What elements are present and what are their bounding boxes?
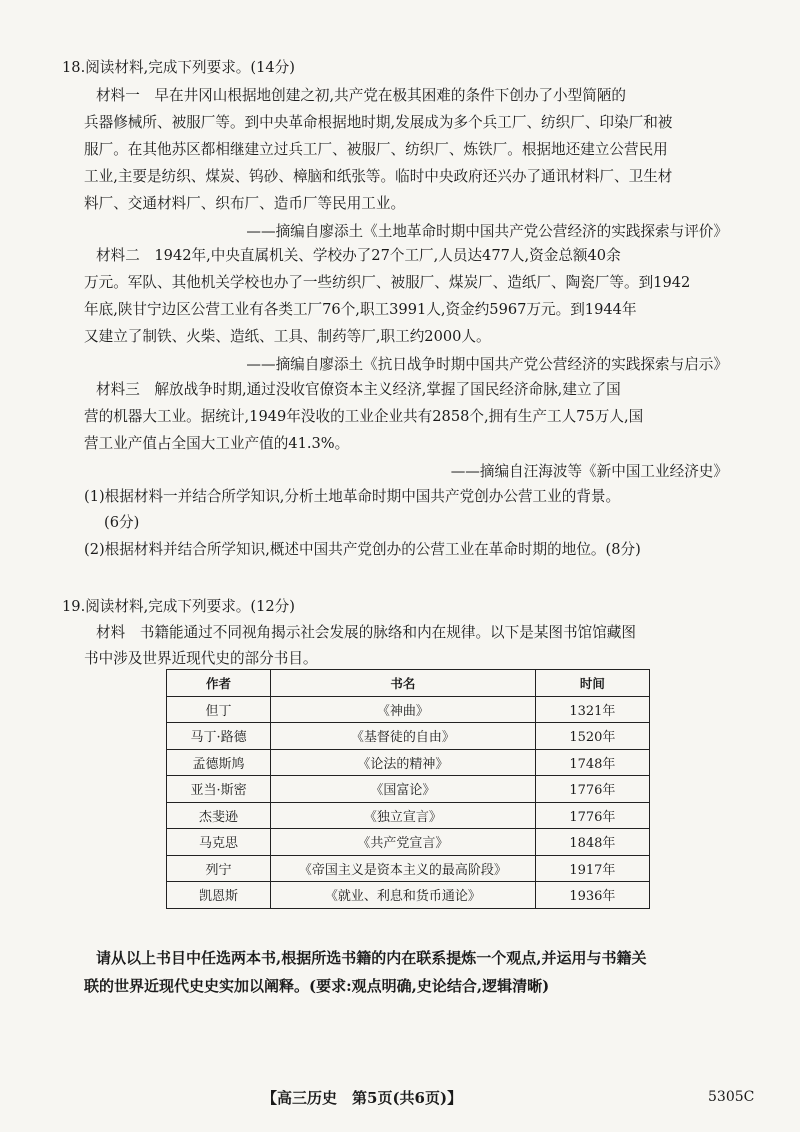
- table-header-row: [167, 670, 650, 697]
- cell-title: 《独立宣言》: [271, 802, 536, 829]
- cell-year: 1848年: [535, 829, 649, 856]
- cell-title: 《帝国主义是资本主义的最高阶段》: [271, 855, 536, 882]
- cell-year: 1917年: [535, 855, 649, 882]
- cell-year: 1321年: [535, 696, 649, 723]
- question-18-part-1-score: (6分): [104, 514, 140, 531]
- cell-title: 《基督徒的自由》: [271, 723, 536, 750]
- cell-author: 列宁: [167, 855, 271, 882]
- material-1-line: 材料一 早在井冈山根据地创建之初,共产党在极其困难的条件下创办了小型简陋的: [96, 87, 627, 104]
- cell-author: 但丁: [167, 696, 271, 723]
- cell-author: 马丁·路德: [167, 723, 271, 750]
- material-3-line: 材料三 解放战争时期,通过没收官僚资本主义经济,掌握了国民经济命脉,建立了国: [96, 381, 621, 398]
- cell-title: 《共产党宣言》: [271, 829, 536, 856]
- book-list-table: [166, 669, 650, 909]
- material-3-source: ——摘编自汪海波等《新中国工业经济史》: [450, 463, 728, 480]
- table-row: [167, 723, 650, 750]
- cell-year: 1520年: [535, 723, 649, 750]
- cell-author: 孟德斯鸠: [167, 749, 271, 776]
- header-author: 作者: [167, 670, 271, 697]
- table-row: [167, 829, 650, 856]
- material-2-source: ——摘编自廖添土《抗日战争时期中国共产党公营经济的实践探索与启示》: [246, 356, 728, 373]
- cell-year: 1748年: [535, 749, 649, 776]
- question-18-part-2: (2)根据材料并结合所学知识,概述中国共产党创办的公营工业在革命时期的地位。(8分): [84, 541, 641, 558]
- material-1-line: 服厂。在其他苏区都相继建立过兵工厂、被服厂、纺织厂、炼铁厂。根据地还建立公营民用: [84, 141, 668, 158]
- table-row: [167, 855, 650, 882]
- table-row: [167, 802, 650, 829]
- paper-code: 5305C: [708, 1089, 755, 1105]
- question-18-part-1: (1)根据材料一并结合所学知识,分析土地革命时期中国共产党创办公营工业的背景。: [84, 488, 621, 505]
- cell-title: 《国富论》: [271, 776, 536, 803]
- material-1-line: 兵器修械所、被服厂等。到中央革命根据地时期,发展成为多个兵工厂、纺织厂、印染厂和被: [84, 114, 673, 131]
- material-1-source: ——摘编自廖添土《土地革命时期中国共产党公营经济的实践探索与评价》: [246, 223, 728, 240]
- material-2-line: 万元。军队、其他机关学校也办了一些纺织厂、被服厂、煤炭厂、造纸厂、陶瓷厂等。到1942: [84, 274, 691, 291]
- header-year: 时间: [535, 670, 649, 697]
- cell-author: 杰斐逊: [167, 802, 271, 829]
- question-19-intro-line: 材料 书籍能通过不同视角揭示社会发展的脉络和内在规律。以下是某图书馆馆藏图: [96, 624, 636, 641]
- header-title: 书名: [271, 670, 536, 697]
- material-1-line: 工业,主要是纺织、煤炭、钨砂、樟脑和纸张等。临时中央政府还兴办了通讯材料厂、卫生材: [84, 168, 673, 185]
- question-19-intro-line: 书中涉及世界近现代史的部分书目。: [84, 650, 318, 667]
- table-row: [167, 882, 650, 909]
- page-footer: 【高三历史 第5页(共6页)】: [262, 1089, 463, 1107]
- table-row: [167, 696, 650, 723]
- question-19-task-line: 请从以上书目中任选两本书,根据所选书籍的内在联系提炼一个观点,并运用与书籍关: [96, 949, 647, 967]
- table-row: [167, 749, 650, 776]
- cell-year: 1936年: [535, 882, 649, 909]
- cell-author: 马克思: [167, 829, 271, 856]
- material-1-line: 料厂、交通材料厂、织布厂、造币厂等民用工业。: [84, 195, 406, 212]
- material-2-line: 年底,陕甘宁边区公营工业有各类工厂76个,职工3991人,资金约5967万元。到1944年: [84, 301, 637, 318]
- question-18-title: 18.阅读材料,完成下列要求。(14分): [62, 59, 295, 76]
- cell-year: 1776年: [535, 776, 649, 803]
- cell-year: 1776年: [535, 802, 649, 829]
- cell-title: 《就业、利息和货币通论》: [271, 882, 536, 909]
- question-19-task-line: 联的世界近现代史史实加以阐释。(要求:观点明确,史论结合,逻辑清晰): [84, 977, 550, 995]
- table-row: [167, 776, 650, 803]
- question-19-title: 19.阅读材料,完成下列要求。(12分): [62, 598, 295, 615]
- material-3-line: 营的机器大工业。据统计,1949年没收的工业企业共有2858个,拥有生产工人75万人,国: [84, 408, 644, 425]
- cell-title: 《论法的精神》: [271, 749, 536, 776]
- material-3-line: 营工业产值占全国大工业产值的41.3%。: [84, 435, 350, 452]
- cell-author: 凯恩斯: [167, 882, 271, 909]
- material-2-line: 材料二 1942年,中央直属机关、学校办了27个工厂,人员达477人,资金总额40余: [96, 247, 621, 264]
- cell-title: 《神曲》: [271, 696, 536, 723]
- cell-author: 亚当·斯密: [167, 776, 271, 803]
- material-2-line: 又建立了制铁、火柴、造纸、工具、制药等厂,职工约2000人。: [84, 328, 491, 345]
